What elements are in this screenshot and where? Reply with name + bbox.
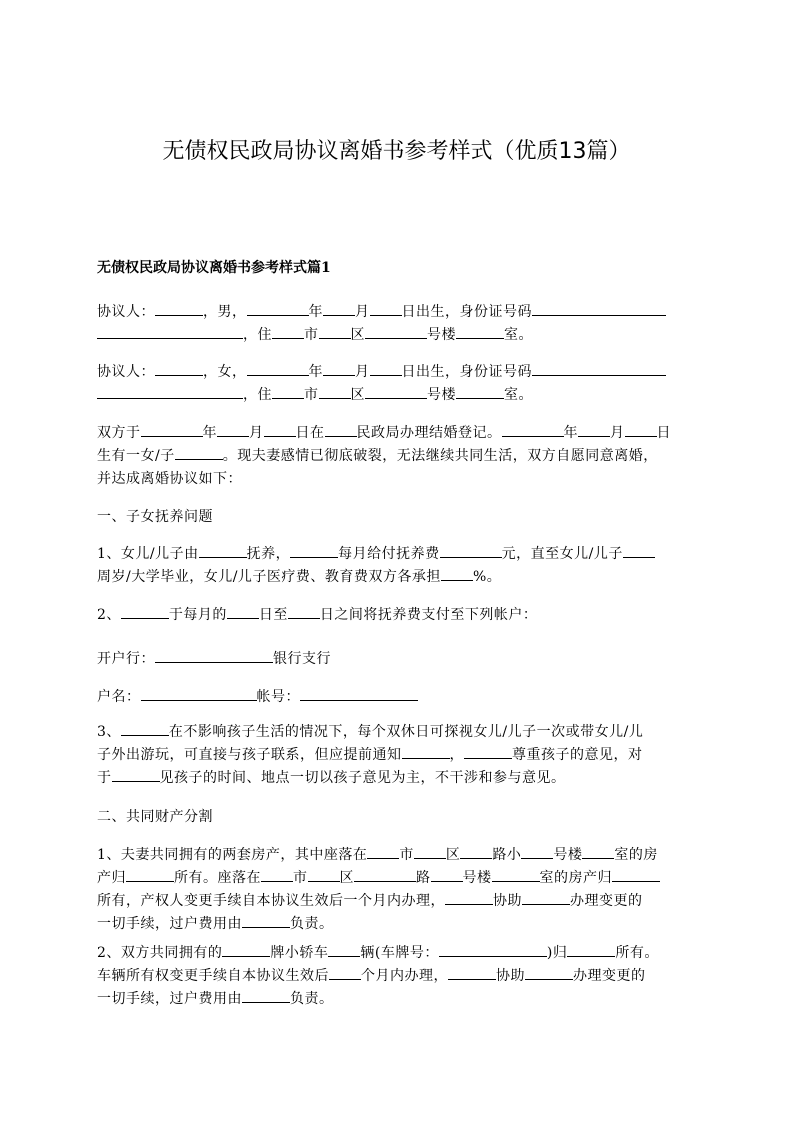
text: 月 <box>249 425 264 441</box>
quantity-blank[interactable] <box>328 942 360 957</box>
day-blank[interactable] <box>264 422 296 437</box>
amount-blank[interactable] <box>440 543 502 558</box>
guardian-blank[interactable] <box>199 543 247 558</box>
text: 号楼 <box>427 387 456 403</box>
text: 日出生，身份证号码 <box>401 364 532 380</box>
payer-blank[interactable] <box>121 604 169 619</box>
text: 市 <box>304 387 319 403</box>
text: 个月内办理， <box>361 968 448 984</box>
text: 日之间将抚养费支付至下列帐户： <box>319 607 538 623</box>
text: 办理变更的 <box>573 968 646 984</box>
text: 日至 <box>258 607 288 623</box>
vehicle-paragraph <box>97 942 697 1011</box>
id-number-blank[interactable] <box>532 301 666 316</box>
text: )归 <box>546 945 568 961</box>
room-blank[interactable] <box>492 867 540 882</box>
transfer-blank[interactable] <box>522 890 570 905</box>
text: 民政局办理结婚登记。 <box>356 425 502 441</box>
day-from-blank[interactable] <box>227 604 259 619</box>
city-blank[interactable] <box>272 384 304 399</box>
fee-payer-blank[interactable] <box>242 988 290 1003</box>
bank-paragraph <box>97 648 697 671</box>
room-blank[interactable] <box>456 384 504 399</box>
visitation-paragraph <box>97 721 697 790</box>
text: 所有。座落在 <box>174 870 261 886</box>
id-number-blank[interactable] <box>532 361 666 376</box>
text: 子外出游玩，可直接与孩子联系，但应提前通知 <box>97 747 402 763</box>
text: 车辆所有权变更手续自本协议生效后 <box>97 968 329 984</box>
text: 路小 <box>492 847 522 863</box>
text: 市 <box>399 847 414 863</box>
bank-blank[interactable] <box>155 648 273 663</box>
district-blank[interactable] <box>319 324 351 339</box>
text: 室的房 <box>614 847 658 863</box>
district-blank[interactable] <box>319 384 351 399</box>
text: ，住 <box>243 387 272 403</box>
marriage-paragraph <box>97 422 697 491</box>
text: 年 <box>202 425 217 441</box>
text: 二、共同财产分割 <box>97 809 213 825</box>
text: 日 <box>656 425 671 441</box>
plate-number-blank[interactable] <box>439 942 547 957</box>
month-blank[interactable] <box>578 422 610 437</box>
text: 所有。 <box>615 945 659 961</box>
text: 区 <box>339 870 354 886</box>
text: 年 <box>308 304 323 320</box>
text: 室的房产归 <box>539 870 612 886</box>
child-blank[interactable] <box>175 445 223 460</box>
text: 日出生，身份证号码 <box>401 304 532 320</box>
visitor-blank[interactable] <box>112 767 160 782</box>
age-blank[interactable] <box>623 543 655 558</box>
text: 一切手续，过户费用由 <box>97 991 242 1007</box>
year-blank[interactable] <box>141 422 203 437</box>
payer-blank[interactable] <box>290 543 338 558</box>
fee-payer-blank[interactable] <box>242 913 290 928</box>
text: 银行支行 <box>273 651 331 667</box>
real-estate-paragraph <box>97 844 697 936</box>
respect-blank[interactable] <box>464 744 512 759</box>
text: 1、女儿/儿子由 <box>97 546 199 562</box>
text: 市 <box>293 870 308 886</box>
payment-paragraph <box>97 604 697 627</box>
text: ，女， <box>203 364 247 380</box>
heading-child-custody <box>97 506 697 529</box>
heading-property-division <box>97 806 697 829</box>
text: 区 <box>350 387 365 403</box>
section-title: 无债权民政局协议离婚书参考样式篇1 <box>97 260 331 276</box>
text: %。 <box>472 569 502 585</box>
percent-blank[interactable] <box>441 566 473 581</box>
text: 协助 <box>496 968 525 984</box>
room-blank[interactable] <box>582 844 614 859</box>
text: 协议人： <box>97 364 155 380</box>
text: 尊重孩子的意见，对 <box>512 747 643 763</box>
text: 于每月的 <box>168 607 227 623</box>
text: 产归 <box>97 870 126 886</box>
day-blank[interactable] <box>370 361 402 376</box>
text: ， <box>449 747 464 763</box>
district-blank[interactable] <box>414 844 446 859</box>
text: 一、子女抚养问题 <box>97 509 213 525</box>
text: 月 <box>355 364 370 380</box>
text: 负责。 <box>290 991 334 1007</box>
city-blank[interactable] <box>367 844 399 859</box>
visitor-blank[interactable] <box>121 721 169 736</box>
text: 路 <box>416 870 431 886</box>
year-blank[interactable] <box>247 301 309 316</box>
year-blank[interactable] <box>247 361 309 376</box>
assist-blank[interactable] <box>445 890 493 905</box>
owner-blank[interactable] <box>567 942 615 957</box>
text: 1、夫妻共同拥有的两套房产，其中座落在 <box>97 847 368 863</box>
text: ，男， <box>203 304 247 320</box>
text: 在不影响孩子生活的情况下，每个双休日可探视女儿/儿子一次或带女儿/儿 <box>168 724 644 740</box>
id-number-blank-cont[interactable] <box>97 324 243 339</box>
account-name-blank[interactable] <box>141 686 257 701</box>
text: 2、 <box>97 607 121 623</box>
text: 协议人： <box>97 304 155 320</box>
text: 协助 <box>493 893 522 909</box>
month-blank[interactable] <box>217 422 249 437</box>
text: 2、双方共同拥有的 <box>97 945 223 961</box>
party-2-paragraph <box>97 361 697 407</box>
text: 月 <box>355 304 370 320</box>
text: 月 <box>610 425 625 441</box>
assist-blank[interactable] <box>448 965 496 980</box>
text: 号楼 <box>462 870 492 886</box>
text: 牌小轿车 <box>270 945 329 961</box>
text: 。现夫妻感情已彻底破裂，无法继续共同生活，双方自愿同意离婚， <box>222 448 658 464</box>
owner-blank[interactable] <box>126 867 174 882</box>
building-blank[interactable] <box>521 844 553 859</box>
account-paragraph <box>97 686 697 709</box>
room-blank[interactable] <box>456 324 504 339</box>
text: 办理变更的 <box>570 893 643 909</box>
id-number-blank-cont[interactable] <box>97 384 243 399</box>
road-blank[interactable] <box>354 867 416 882</box>
document-title: 无债权民政局协议离婚书参考样式（优质13篇） <box>162 139 631 164</box>
party-1-paragraph <box>97 301 697 347</box>
day-blank[interactable] <box>625 422 657 437</box>
text: 年 <box>308 364 323 380</box>
text: 号楼 <box>553 847 583 863</box>
text: 户名： <box>97 689 141 705</box>
owner-blank[interactable] <box>612 867 660 882</box>
city-blank[interactable] <box>261 867 293 882</box>
months-blank[interactable] <box>329 965 361 980</box>
building-blank[interactable] <box>431 867 463 882</box>
month-blank[interactable] <box>323 361 355 376</box>
text: 年 <box>563 425 578 441</box>
text: 并达成离婚协议如下： <box>97 471 242 487</box>
building-blank[interactable] <box>365 384 427 399</box>
name-blank[interactable] <box>155 361 203 376</box>
building-blank[interactable] <box>365 324 427 339</box>
text: 辆(车牌号： <box>360 945 439 961</box>
text: 室。 <box>504 387 533 403</box>
text: 负责。 <box>290 916 334 932</box>
bureau-blank[interactable] <box>325 422 357 437</box>
account-number-blank[interactable] <box>300 686 418 701</box>
text: 见孩子的时间、地点一切以孩子意见为主，不干涉和参与意见。 <box>159 770 566 786</box>
text: 3、 <box>97 724 121 740</box>
transfer-blank[interactable] <box>525 965 573 980</box>
text: 区 <box>445 847 461 863</box>
text: 生有一女/子 <box>97 448 175 464</box>
road-blank[interactable] <box>460 844 492 859</box>
district-blank[interactable] <box>308 867 340 882</box>
text: 号楼 <box>427 327 456 343</box>
text: 双方于 <box>97 425 141 441</box>
text: 抚养， <box>246 546 291 562</box>
city-blank[interactable] <box>272 324 304 339</box>
day-to-blank[interactable] <box>288 604 320 619</box>
text: 于 <box>97 770 112 786</box>
text: 日在 <box>295 425 325 441</box>
text: 每月给付抚养费 <box>338 546 440 562</box>
text: 周岁/大学毕业，女儿/儿子医疗费、教育费双方各承担 <box>97 569 441 585</box>
text: 一切手续，过户费用由 <box>97 916 242 932</box>
text: 室。 <box>504 327 533 343</box>
custody-paragraph <box>97 543 697 589</box>
day-blank[interactable] <box>370 301 402 316</box>
text: ，住 <box>243 327 272 343</box>
name-blank[interactable] <box>155 301 203 316</box>
text: 市 <box>304 327 319 343</box>
text: 开户行： <box>97 651 155 667</box>
text: 元，直至女儿/儿子 <box>501 546 623 562</box>
text: 所有，产权人变更手续自本协议生效后一个月内办理， <box>97 893 445 909</box>
brand-blank[interactable] <box>222 942 270 957</box>
text: 帐号： <box>256 689 300 705</box>
notify-blank[interactable] <box>402 744 450 759</box>
text: 区 <box>350 327 365 343</box>
month-blank[interactable] <box>323 301 355 316</box>
year-blank[interactable] <box>502 422 564 437</box>
